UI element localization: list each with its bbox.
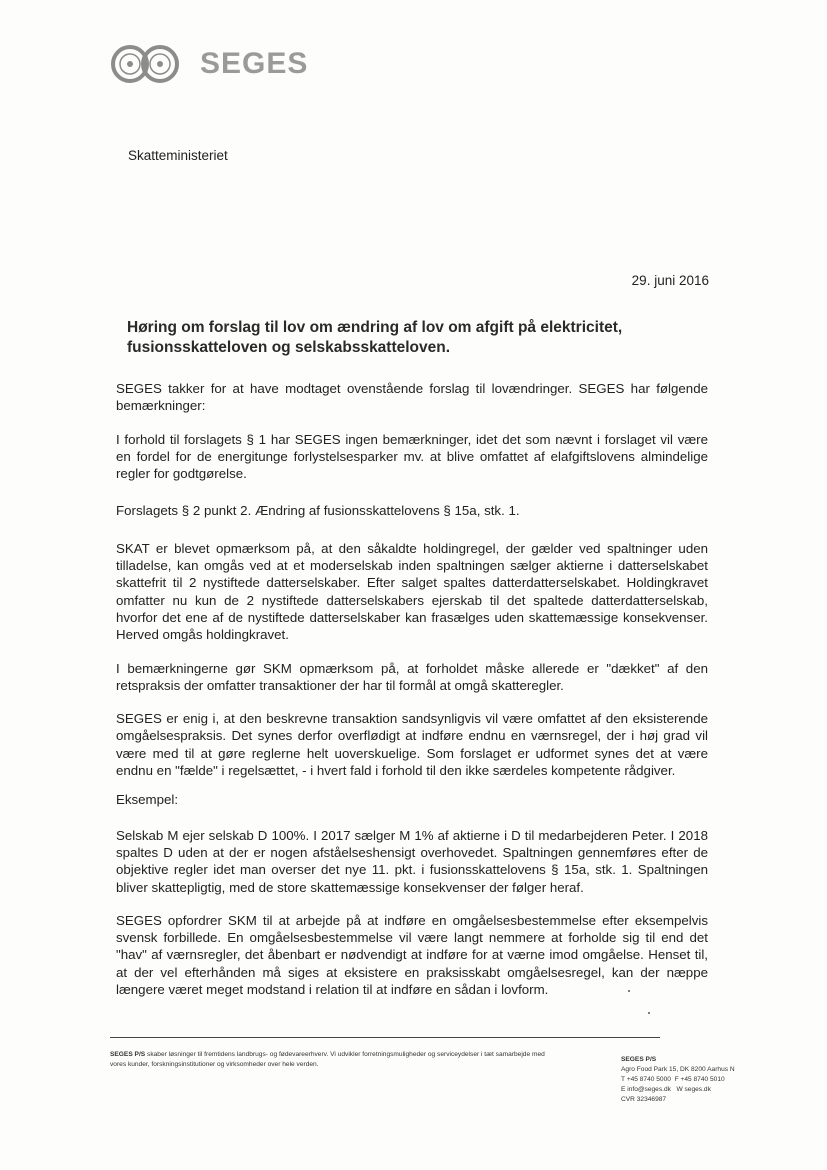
seges-logo <box>110 42 308 86</box>
paragraph-agreement: SEGES er enig i, at den beskrevne transaktion sandsynligvis vil være omfattet af den eksisterende omgåelsespraksis. Det synes derfor overflødigt at indføre endnu en værnsregel, der i høj grad vil være med til at gøre reglerne helt uoverskuelige. Som forslaget er udformet synes det at være endnu en "fælde" i regelsættet, - i hvert fald i forhold til den ikke særdeles kompetente rådgiver. <box>116 711 708 779</box>
logo-wordmark: SEGES <box>200 47 309 80</box>
footer-company: SEGES P/S <box>621 1056 657 1063</box>
paragraph-intro: SEGES takker for at have modtaget ovenstående forslag til lovændringer. SEGES har følgende bemærkninger: <box>116 381 708 414</box>
footer-web: W seges.dk <box>676 1086 711 1093</box>
paragraph-remarks: I bemærkningerne gør SKM opmærksom på, at forholdet måske allerede er "dækket" af den retspraksis der omfatter transaktioner der har til formål at omgå skatteregler. <box>116 660 708 693</box>
footer-fax: F +45 8740 5010 <box>674 1076 725 1083</box>
paragraph-section-2-heading: Forslagets § 2 punkt 2. Ændring af fusionsskattelovens § 15a, stk. 1. <box>116 503 520 519</box>
paragraph-section-1: I forhold til forslagets § 1 har SEGES ingen bemærkninger, idet det som nævnt i forslaget vil være en fordel for de energitunge forlystelsesparker mv. at blive omfattet af elafgiftslovens almindelige regler for godtgørelse. <box>116 431 708 482</box>
paragraph-holding-rule: SKAT er blevet opmærksom på, at den såkaldte holdingregel, der gælder ved spaltninger uden tilladelse, kan omgås ved at et moderselskab inden spaltningen sælger aktierne i datterselskabet skattefrit til 2 nystiftede datterselskaber. Efter salget spaltes datterdatterselskabet. Holdingkravet omfatter nu kun de 2 nystiftede datterselskabers ejerskab til det spaltede datterdatterselskab, hvorfor det ene af de nystiftede datterselskaber kan frasælges uden skattemæssige konsekvenser. Herved omgås holdingkravet. <box>116 540 708 643</box>
letter-date: 29. juni 2016 <box>631 273 709 288</box>
recipient: Skatteministeriet <box>128 148 228 163</box>
footer-cvr: CVR 32346987 <box>621 1096 667 1103</box>
speck <box>648 1012 650 1014</box>
letter-body <box>116 380 708 1014</box>
footer-contact <box>621 1055 771 1105</box>
double-ring-seal-logo-icon <box>110 42 198 86</box>
paragraph-example-heading: Eksempel: <box>116 792 179 808</box>
speck <box>628 990 630 992</box>
paragraph-recommendation: SEGES opfordrer SKM til at arbejde på at indføre en omgåelsesbestemmelse efter eksempelvis svensk forbillede. En omgåelsesbestemmelse vil være langt nemmere at forholde sig til end det "hav" af værnsregler, det åbenbart er nødvendigt at indføre for at værne imod omgåelse. Henset til, at der vel efterhånden må siges at eksistere en praksisskabt omgåelsesregel, kan der næppe længere været meget modstand i relation til at indføre en sådan i lovform. <box>116 912 708 998</box>
footer-brand: SEGES P/S <box>110 1051 146 1058</box>
footer-email: E info@seges.dk <box>621 1086 671 1093</box>
footer-address: Agro Food Park 15, DK 8200 Aarhus N <box>621 1066 735 1073</box>
footer-phone: T +45 8740 5000 <box>621 1076 671 1083</box>
paragraph-example: Selskab M ejer selskab D 100%. I 2017 sælger M 1% af aktierne i D til medarbejderen Peter. I 2018 spaltes D uden at der er nogen afståelseshensigt overhovedet. Spaltningen gennemføres efter de objektive regler idet man overser det nye 11. pkt. i fusionsskattelovens § 15a, stk. 1. Spaltningen bliver skattepligtig, med de store skattemæssige konsekvenser der følger heraf. <box>116 827 708 895</box>
footer-description-text: skaber løsninger til fremtidens landbrugs- og fødevareerhverv. Vi udvikler forretningsmuligheder og serviceydelser i tæt samarbejde med vores kunder, forskningsinstitutioner og virksomheder over hele verden. <box>110 1051 545 1068</box>
footer-divider <box>110 1037 660 1038</box>
footer-description <box>110 1050 550 1070</box>
letter-title: Høring om forslag til lov om ændring af lov om afgift på elektricitet, fusionsskatteloven og selskabsskatteloven. <box>127 319 623 356</box>
